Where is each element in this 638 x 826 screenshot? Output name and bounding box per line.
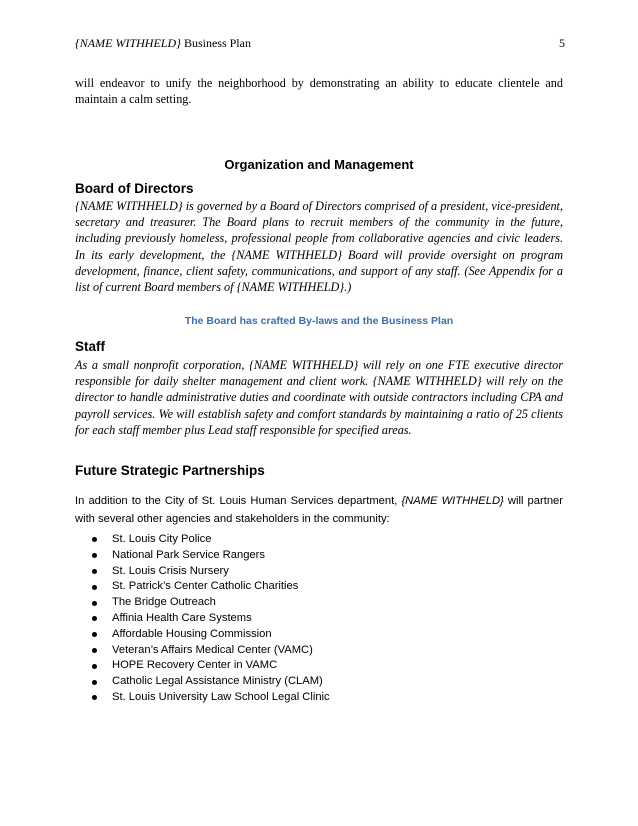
list-item-label: St. Louis City Police bbox=[112, 533, 212, 545]
list-item bbox=[92, 548, 330, 564]
list-item bbox=[92, 532, 330, 548]
intro-paragraph: will endeavor to unify the neighborhood by demonstrating an ability to educate clientele and maintain a calm setting. bbox=[75, 76, 563, 106]
partnerships-paragraph bbox=[75, 492, 563, 528]
list-item-label: St. Louis University Law School Legal Clinic bbox=[112, 690, 330, 703]
bullet-icon bbox=[92, 680, 97, 685]
list-item bbox=[92, 627, 330, 643]
partnerships-heading: Future Strategic Partnerships bbox=[75, 463, 265, 478]
staff-paragraph: As a small nonprofit corporation, {NAME WITHHELD} will rely on one FTE executive director responsible for daily shelter management and client work. {NAME WITHHELD} will rely on the director to handle administrative duties and coordinate with outside contractors including CPA and payroll services. We will establish safety and comfort standards by maintaining a ratio of 25 clients for each staff member plus Lead staff responsible for specified areas. bbox=[75, 358, 563, 437]
partnerships-text-before: In addition to the City of St. Louis Human Services department, bbox=[75, 495, 402, 507]
bullet-icon bbox=[92, 648, 97, 653]
list-item-label: National Park Service Rangers bbox=[112, 548, 265, 561]
header-left bbox=[75, 36, 251, 51]
list-item-label: Catholic Legal Assistance Ministry (CLAM) bbox=[112, 675, 323, 688]
partnerships-text-name: {NAME WITHHELD} bbox=[401, 495, 504, 507]
list-item bbox=[92, 579, 330, 595]
bullet-icon bbox=[92, 632, 97, 637]
list-item-label: The Bridge Outreach bbox=[112, 596, 216, 609]
board-note: The Board has crafted By-laws and the Business Plan bbox=[184, 315, 454, 327]
bullet-icon bbox=[92, 553, 97, 558]
list-item bbox=[92, 690, 330, 706]
bullet-icon bbox=[92, 585, 97, 590]
page-header bbox=[75, 36, 565, 51]
bullet-icon bbox=[92, 569, 97, 574]
list-item-label: Affordable Housing Commission bbox=[112, 627, 272, 640]
bullet-icon bbox=[92, 664, 97, 669]
list-item-label: HOPE Recovery Center in VAMC bbox=[112, 659, 278, 672]
list-item bbox=[92, 674, 330, 690]
partners-list bbox=[92, 532, 330, 706]
bullet-icon bbox=[92, 601, 97, 606]
header-title: Business Plan bbox=[183, 36, 251, 50]
section-heading-organization: Organization and Management bbox=[224, 157, 414, 172]
list-item bbox=[92, 595, 330, 611]
staff-heading: Staff bbox=[75, 339, 105, 354]
list-item bbox=[92, 564, 330, 580]
bullet-icon bbox=[92, 537, 97, 542]
list-item bbox=[92, 658, 330, 674]
board-heading: Board of Directors bbox=[75, 181, 194, 196]
bullet-icon bbox=[92, 616, 97, 621]
page-number: 5 bbox=[559, 36, 565, 50]
list-item-label: St. Patrick’s Center Catholic Charities bbox=[112, 580, 299, 593]
list-item bbox=[92, 643, 330, 659]
list-item-label: Affinia Health Care Systems bbox=[112, 611, 252, 624]
list-item-label: Veteran’s Affairs Medical Center (VAMC) bbox=[112, 643, 313, 656]
header-name: {NAME WITHHELD} bbox=[75, 36, 181, 50]
bullet-icon bbox=[92, 695, 97, 700]
list-item-label: St. Louis Crisis Nursery bbox=[112, 564, 229, 577]
board-paragraph: {NAME WITHHELD} is governed by a Board of Directors comprised of a president, vice-president, secretary and treasurer. The Board plans to recruit members of the community in the future, including previously homeless, professional people from collaborative agencies and civic leaders. In its early development, the {NAME WITHHELD} Board will provide oversight on program development, finance, client safety, communications, and support of any staff. (See Appendix for a list of current Board members of {NAME WITHHELD}.) bbox=[75, 199, 563, 295]
partnerships-text-after: will partner with several other agencies and stakeholders in the community: bbox=[75, 495, 564, 525]
list-item bbox=[92, 611, 330, 627]
